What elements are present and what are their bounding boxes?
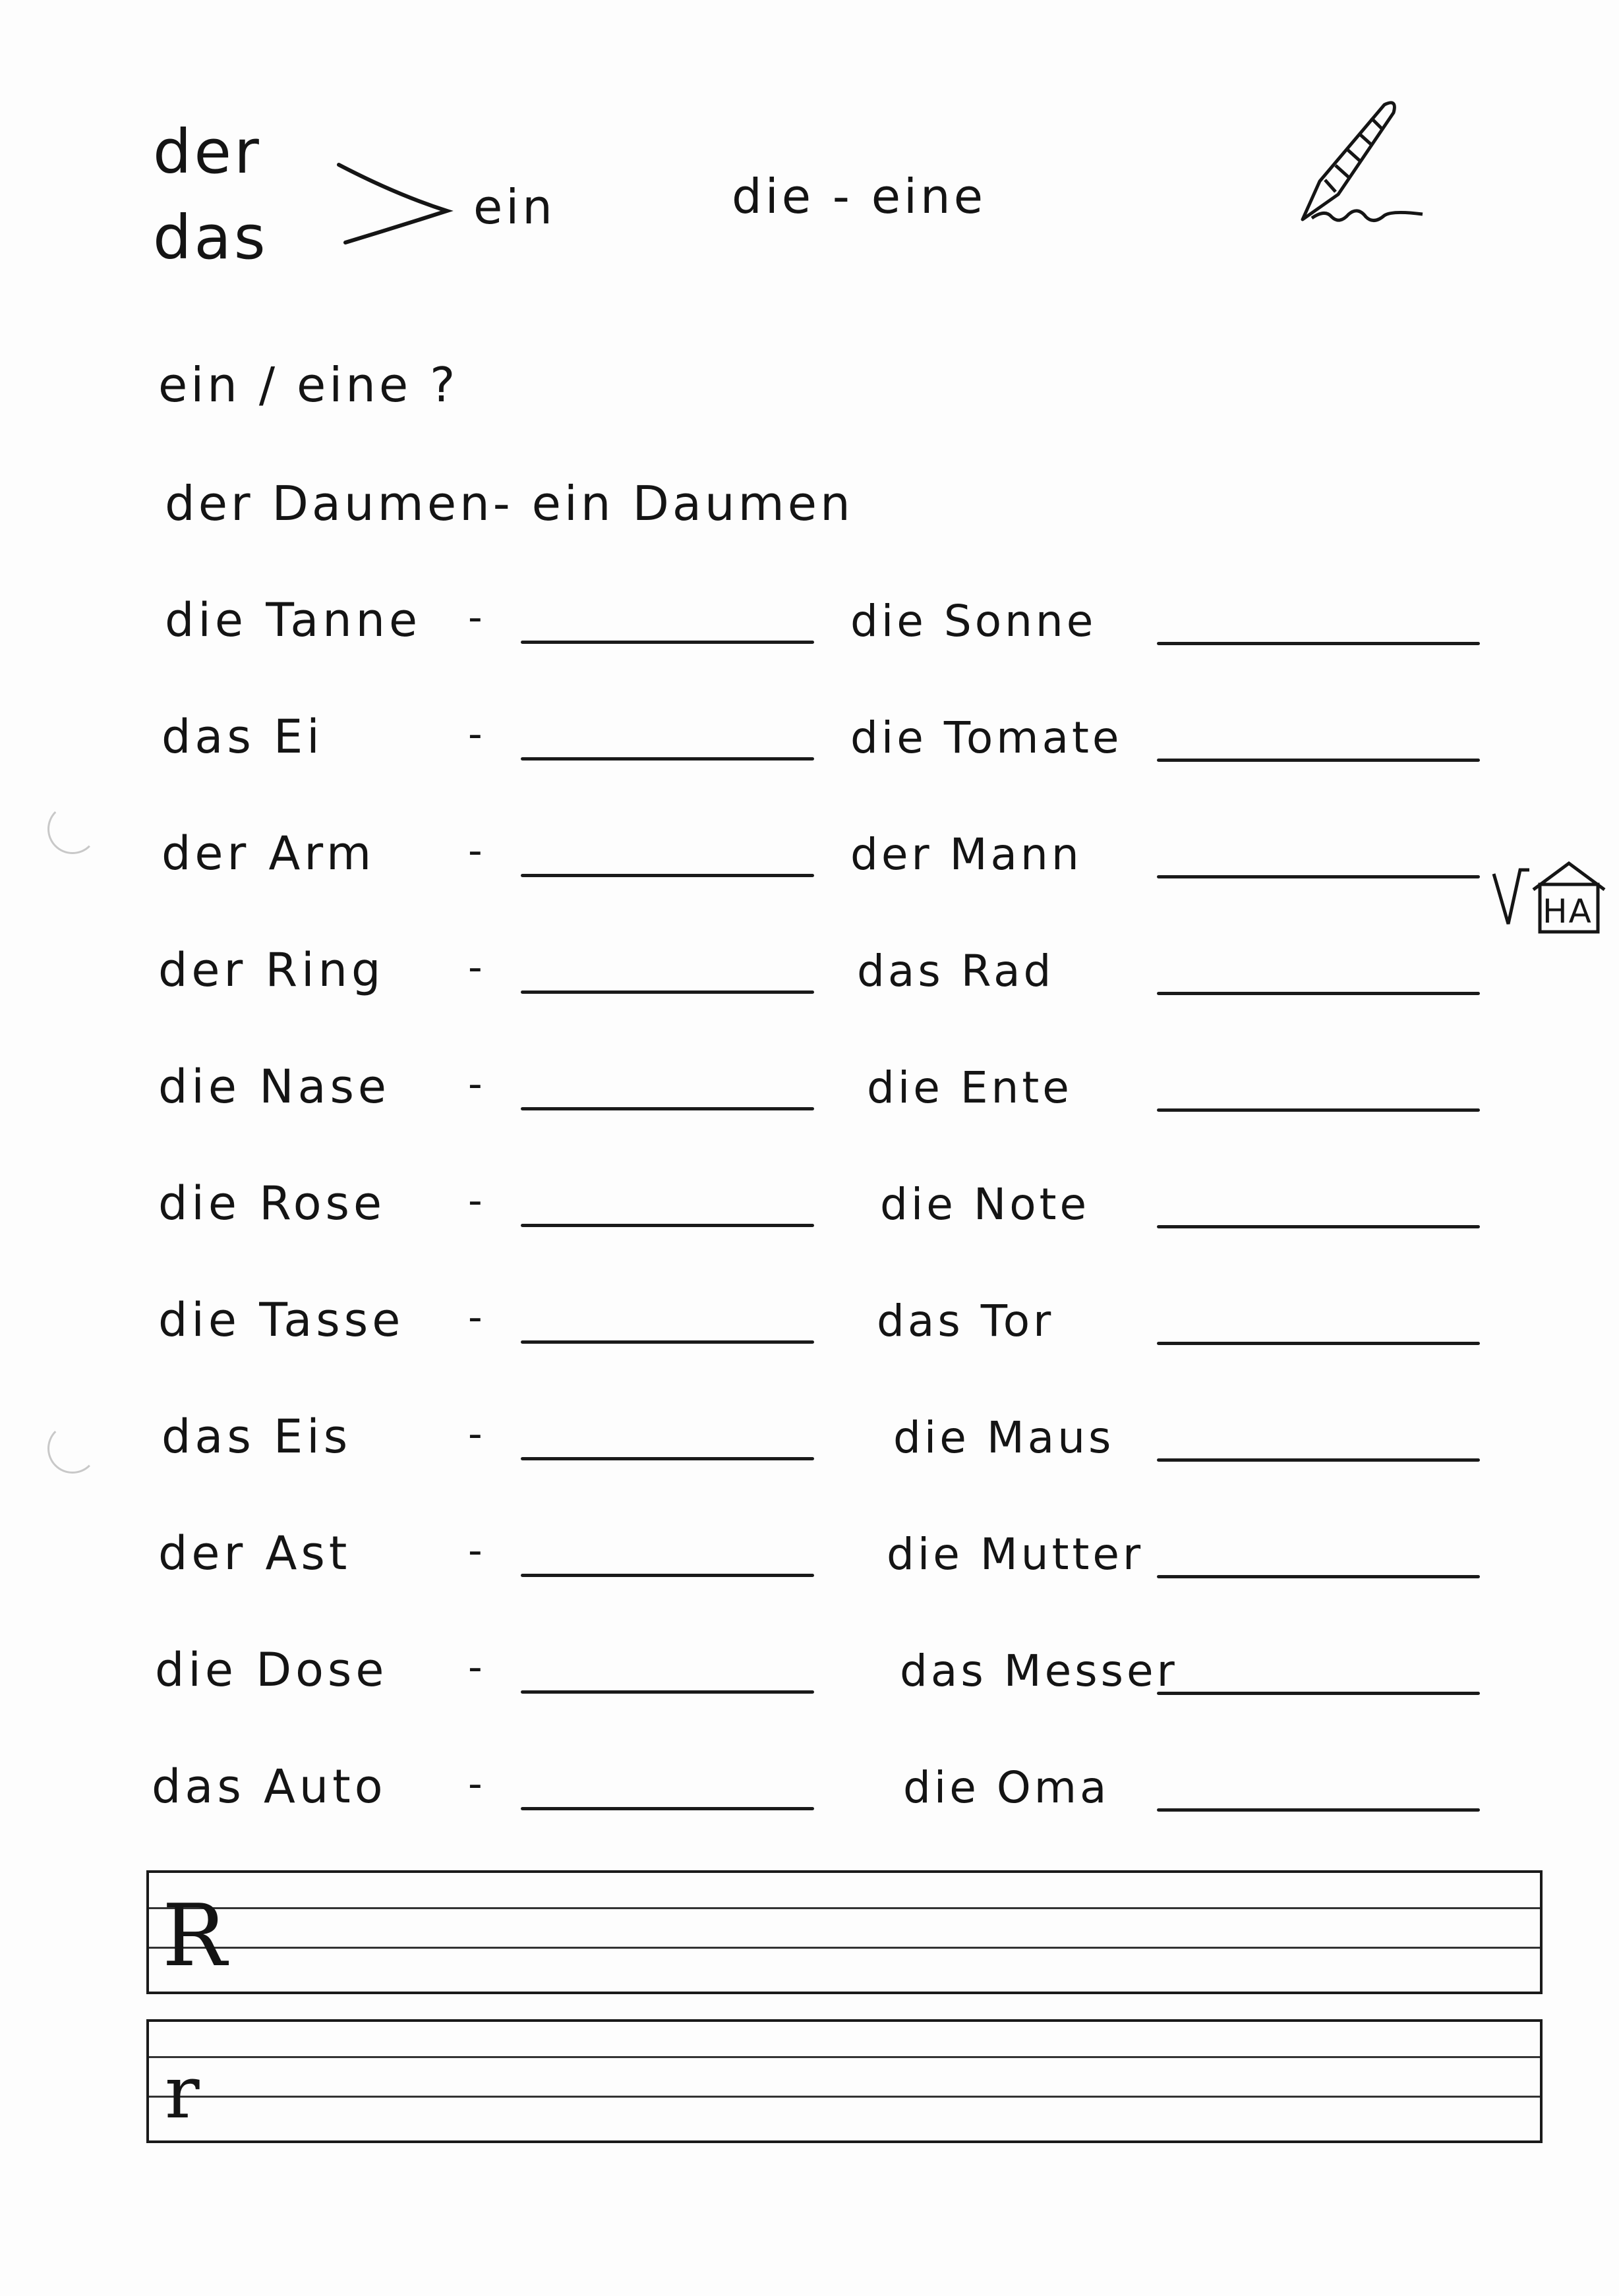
answer-blank-left[interactable] (521, 757, 814, 761)
answer-blank-left[interactable] (521, 1340, 814, 1344)
dash-separator: - (468, 1761, 483, 1807)
answer-blank-right[interactable] (1157, 1692, 1480, 1695)
article-der: der (153, 117, 262, 187)
noun-right: das Tor (877, 1296, 1055, 1346)
example-line: der Daumen- ein Daumen (165, 476, 854, 531)
noun-left: das Auto (152, 1760, 387, 1814)
noun-right: die Note (880, 1179, 1090, 1230)
answer-blank-left[interactable] (521, 641, 814, 644)
answer-blank-left[interactable] (521, 1107, 814, 1110)
homework-badge: HA (1543, 892, 1593, 931)
dash-separator: - (468, 944, 483, 990)
dash-separator: - (468, 1411, 483, 1457)
answer-blank-left[interactable] (521, 1690, 814, 1694)
noun-right: die Tomate (850, 712, 1123, 763)
answer-blank-right[interactable] (1157, 1225, 1480, 1228)
writing-rule (149, 1947, 1540, 1949)
answer-blank-right[interactable] (1157, 1808, 1480, 1812)
noun-left: die Tanne (165, 593, 422, 647)
answer-blank-right[interactable] (1157, 1108, 1480, 1112)
writing-rule (149, 1907, 1540, 1909)
answer-blank-right[interactable] (1157, 992, 1480, 995)
article-ein: ein (473, 179, 556, 235)
dash-separator: - (468, 1528, 483, 1574)
noun-left: der Ring (158, 943, 385, 997)
answer-blank-right[interactable] (1157, 1458, 1480, 1462)
noun-right: die Mutter (887, 1529, 1144, 1580)
noun-left: der Arm (162, 826, 376, 880)
answer-blank-right[interactable] (1157, 1342, 1480, 1345)
writing-rule (149, 2096, 1540, 2098)
noun-left: das Ei (162, 710, 324, 764)
quill-pen-icon (1292, 96, 1424, 227)
instruction-question: ein / eine ? (158, 357, 459, 413)
noun-right: die Maus (893, 1412, 1115, 1463)
dash-separator: - (468, 1061, 483, 1107)
noun-left: die Nase (158, 1060, 390, 1114)
answer-blank-right[interactable] (1157, 759, 1480, 762)
answer-blank-right[interactable] (1157, 875, 1480, 878)
article-die-eine: die - eine (732, 169, 986, 224)
noun-right: das Messer (900, 1646, 1178, 1696)
noun-left: die Rose (158, 1176, 386, 1230)
dash-separator: - (468, 711, 483, 757)
greater-than-icon (330, 158, 461, 250)
noun-right: der Mann (850, 829, 1082, 880)
answer-blank-left[interactable] (521, 874, 814, 877)
writing-sample-letter: R (162, 1885, 227, 1986)
answer-blank-right[interactable] (1157, 642, 1480, 645)
answer-blank-left[interactable] (521, 1224, 814, 1227)
answer-blank-left[interactable] (521, 1574, 814, 1577)
noun-right: die Oma (903, 1762, 1110, 1813)
answer-blank-left[interactable] (521, 1457, 814, 1460)
dash-separator: - (468, 594, 483, 641)
noun-right: die Ente (867, 1062, 1073, 1113)
noun-left: der Ast (158, 1526, 351, 1580)
article-das: das (153, 202, 268, 273)
noun-right: das Rad (857, 946, 1055, 996)
dash-separator: - (468, 1178, 483, 1224)
noun-right: die Sonne (850, 596, 1097, 646)
dash-separator: - (468, 828, 483, 874)
punch-hole-mark (47, 804, 98, 854)
writing-rule (149, 2056, 1540, 2058)
writing-sample-letter: r (165, 2050, 200, 2135)
writing-practice-box-upper[interactable] (146, 1870, 1543, 1994)
dash-separator: - (468, 1644, 483, 1690)
noun-left: die Dose (155, 1643, 388, 1697)
noun-left: die Tasse (158, 1293, 405, 1347)
answer-blank-right[interactable] (1157, 1575, 1480, 1578)
answer-blank-left[interactable] (521, 990, 814, 994)
dash-separator: - (468, 1294, 483, 1340)
writing-practice-box-lower[interactable] (146, 2019, 1543, 2143)
punch-hole-mark (47, 1423, 98, 1474)
homework-check-icon (1491, 863, 1531, 929)
noun-left: das Eis (162, 1410, 352, 1464)
answer-blank-left[interactable] (521, 1807, 814, 1810)
